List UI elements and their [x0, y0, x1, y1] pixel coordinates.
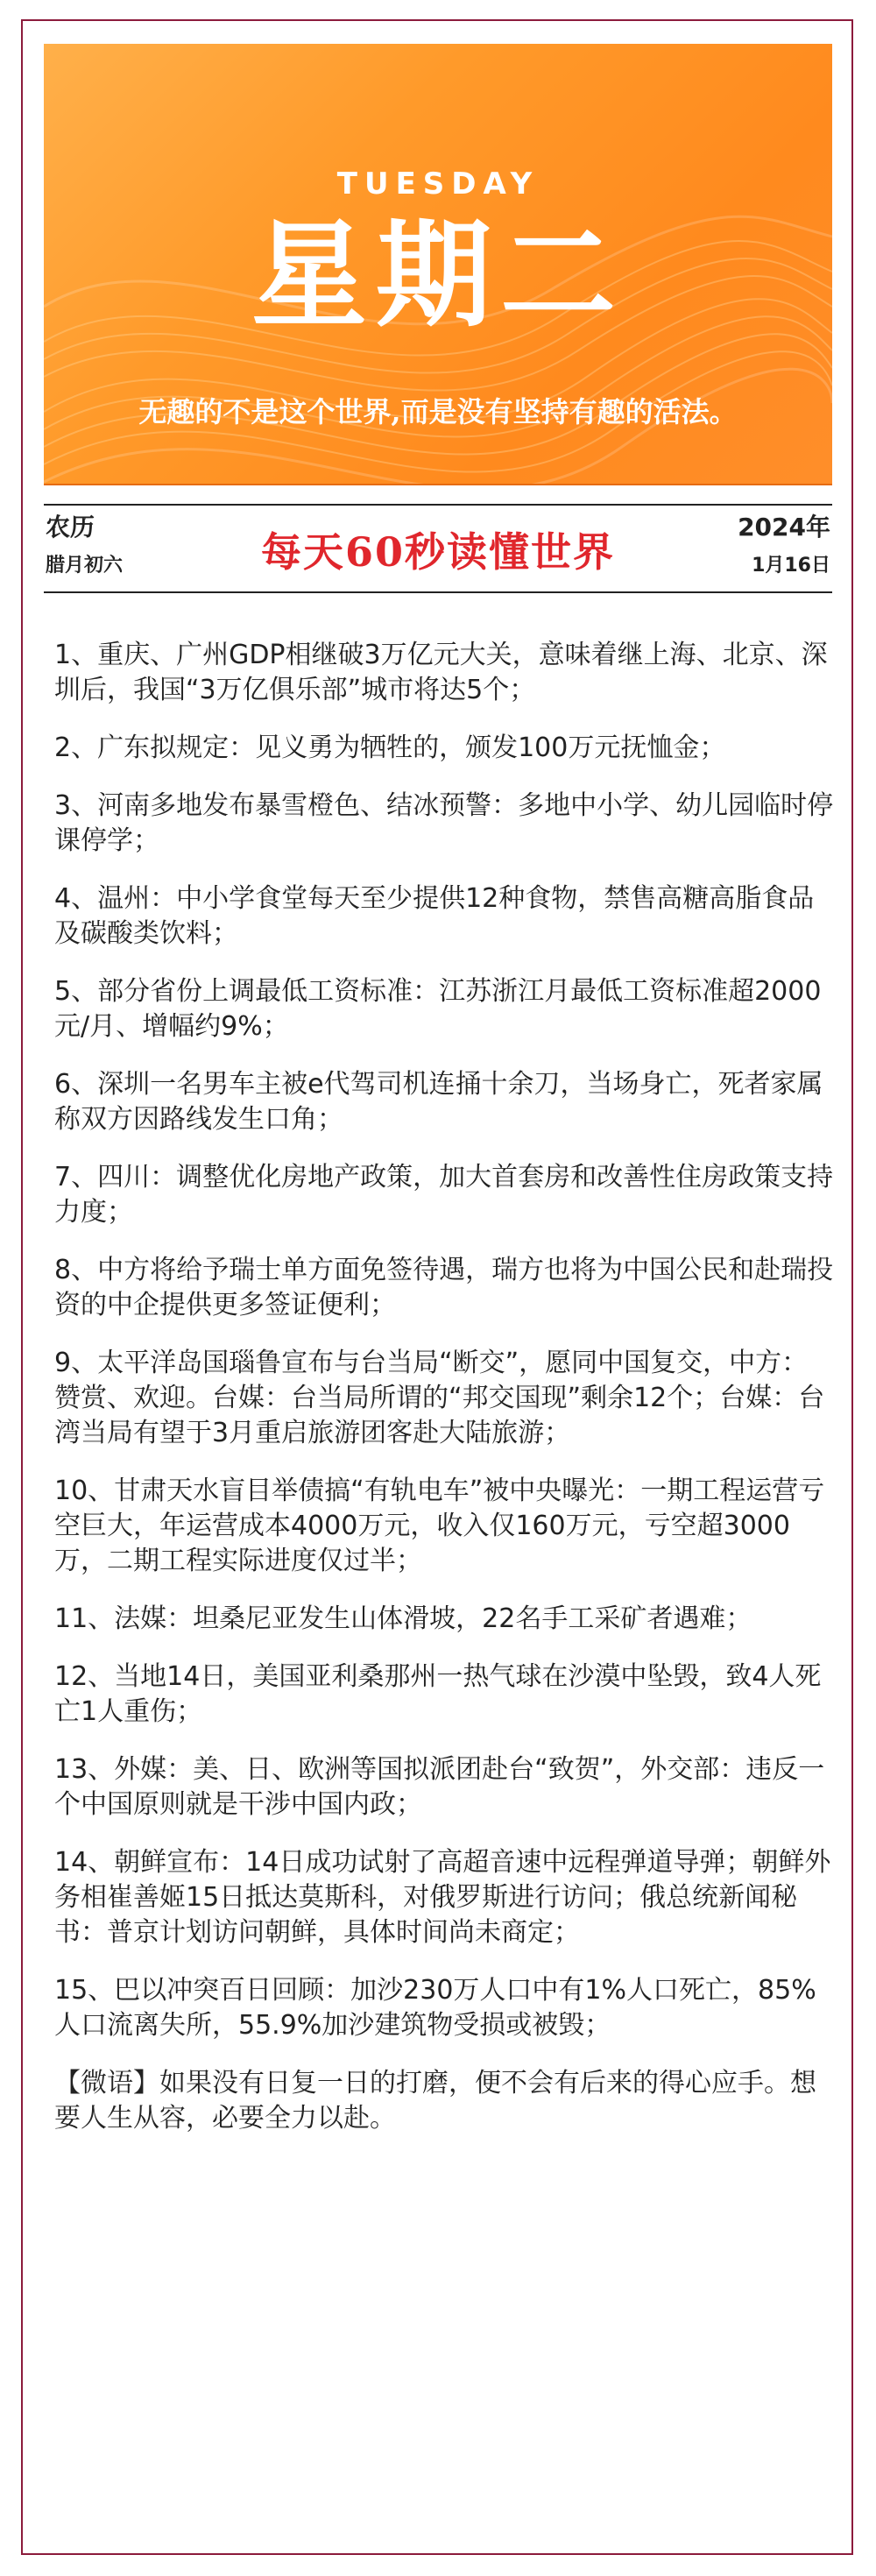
header-top-rule	[44, 504, 832, 506]
daily-quote: 【微语】如果没有日复一日的打磨，便不会有后来的得心应手。想要人生从容，必要全力以赴。	[54, 2068, 816, 2134]
news-item-8: 8、中方将给予瑞士单方面免签待遇，瑞方也将为中国公民和赴瑞投资的中企提供更多签证便利；	[54, 1255, 834, 1320]
lunar-label: 农历	[46, 513, 95, 541]
news-item-5: 5、部分省份上调最低工资标准：江苏浙江月最低工资标准超2000元/月、增幅约9%；	[54, 976, 822, 1042]
news-item-2: 2、广东拟规定：见义勇为牺牲的，颁发100万元抚恤金；	[54, 732, 726, 763]
header-bottom-rule	[44, 591, 832, 593]
banner-motto: 无趣的不是这个世界,而是没有坚持有趣的活法。	[138, 395, 738, 428]
news-item-13: 13、外媒：美、日、欧洲等国拟派团赴台“致贺”，外交部：违反一个中国原则就是干涉中国内政；	[54, 1754, 825, 1820]
news-item-4: 4、温州：中小学食堂每天至少提供12种食物，禁售高糖高脂食品及碳酸类饮料；	[54, 883, 815, 949]
news-item-15: 15、巴以冲突百日回顾：加沙230万人口中有1%人口死亡，85%人口流离失所，55.9%加沙建筑物受损或被毁；	[54, 1975, 816, 2041]
year-label: 2024年	[738, 513, 830, 541]
news-list	[54, 638, 834, 2136]
page-title: 每天60秒读懂世界	[260, 528, 615, 576]
news-item-1: 1、重庆、广州GDP相继破3万亿元大关，意味着继上海、北京、深圳后，我国“3万亿俱乐部”城市将达5个；	[54, 640, 828, 705]
news-item-14: 14、朝鲜宣布：14日成功试射了高超音速中远程弹道导弹；朝鲜外务相崔善姬15日抵达莫斯科，对俄罗斯进行访问；俄总统新闻秘书：普京计划访问朝鲜，具体时间尚未商定；	[54, 1847, 831, 1948]
news-item-10: 10、甘肃天水盲目举债搞“有轨电车”被中央曝光：一期工程运营亏空巨大，年运营成本4000万元，收入仅160万元，亏空超3000万，二期工程实际进度仅过半；	[54, 1476, 825, 1576]
lunar-date: 腊月初六	[46, 555, 124, 577]
month-day-label: 1月16日	[752, 555, 830, 577]
news-item-9: 9、太平洋岛国瑙鲁宣布与台当局“断交”，愿同中国复交，中方：赞赏、欢迎。台媒：台当局所谓的“邦交国现”剩余12个；台媒：台湾当局有望于3月重启旅游团客赴大陆旅游；	[54, 1348, 825, 1448]
news-item-3: 3、河南多地发布暴雪橙色、结冰预警：多地中小学、幼儿园临时停课停学；	[54, 790, 834, 856]
news-item-7: 7、四川：调整优化房地产政策，加大首套房和改善性住房政策支持力度；	[54, 1162, 834, 1228]
weekday-chinese: 星期二	[251, 208, 625, 343]
news-item-12: 12、当地14日，美国亚利桑那州一热气球在沙漠中坠毁，致4人死亡1人重伤；	[54, 1661, 822, 1727]
weekday-english: TUESDAY	[336, 166, 540, 202]
news-item-11: 11、法媒：坦桑尼亚发生山体滑坡，22名手工采矿者遇难；	[54, 1603, 752, 1634]
news-item-6: 6、深圳一名男车主被e代驾司机连捅十余刀，当场身亡，死者家属称双方因路线发生口角；	[54, 1069, 823, 1135]
header-banner	[44, 44, 832, 485]
